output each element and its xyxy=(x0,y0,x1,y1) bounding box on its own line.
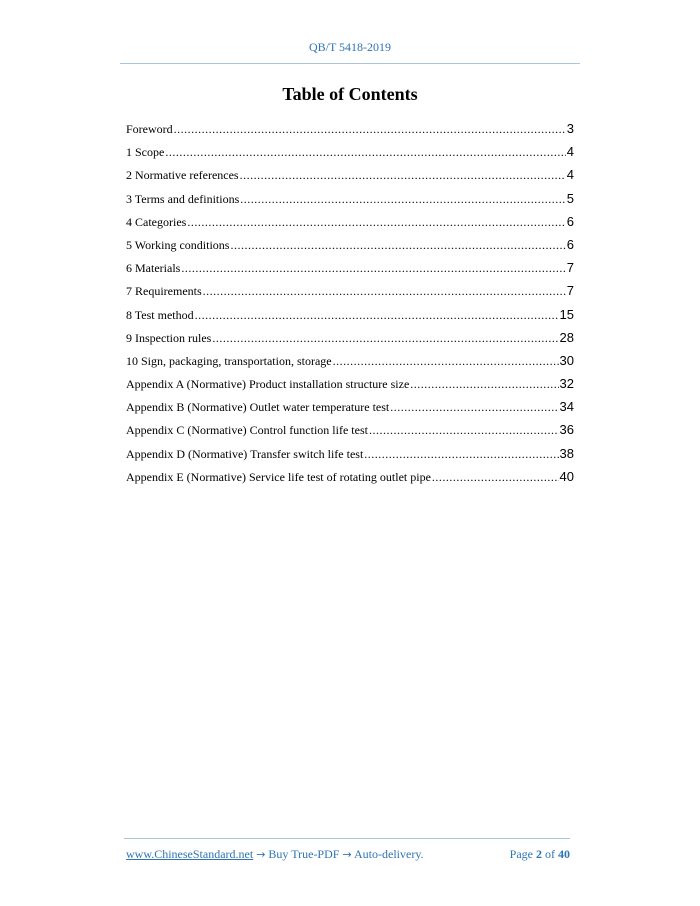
toc-dot-leader xyxy=(165,141,565,164)
toc-entry-page: 36 xyxy=(559,422,574,438)
toc-dot-leader xyxy=(364,443,558,466)
toc-entry-categories[interactable] xyxy=(126,210,574,233)
toc-dot-leader xyxy=(333,350,559,373)
toc-entry-page: 6 xyxy=(566,213,574,229)
toc-entry-appendix-b[interactable] xyxy=(126,395,574,418)
toc-entry-page: 5 xyxy=(566,190,574,206)
toc-entry-label: Appendix D (Normative) Transfer switch life test xyxy=(126,446,364,461)
toc-entry-appendix-c[interactable] xyxy=(126,418,574,441)
toc-entry-label: 9 Inspection rules xyxy=(126,330,212,345)
toc-entry-label: Appendix C (Normative) Control function life test xyxy=(126,423,368,438)
arrow-right-icon: → xyxy=(256,848,266,861)
total-pages: 40 xyxy=(558,847,570,861)
arrow-right-icon: → xyxy=(342,848,352,861)
toc-entry-label: 3 Terms and definitions xyxy=(126,191,240,206)
auto-delivery-text: Auto-delivery. xyxy=(351,847,424,861)
toc-entry-normative-references[interactable] xyxy=(126,163,574,186)
toc-entry-label: 7 Requirements xyxy=(126,284,202,299)
toc-entry-sign-packaging[interactable] xyxy=(126,349,574,372)
toc-entry-label: 1 Scope xyxy=(126,145,165,160)
toc-entry-working-conditions[interactable] xyxy=(126,233,574,256)
toc-entry-requirements[interactable] xyxy=(126,279,574,302)
toc-entry-label: 2 Normative references xyxy=(126,168,239,183)
page-prefix: Page xyxy=(509,847,536,861)
toc-dot-leader xyxy=(240,188,566,211)
toc-entry-foreword[interactable] xyxy=(126,117,574,140)
header-divider xyxy=(120,63,580,64)
current-page: 2 xyxy=(536,847,542,861)
toc-entry-test-method[interactable] xyxy=(126,303,574,326)
toc-entry-page: 28 xyxy=(559,329,574,345)
toc-entry-label: 8 Test method xyxy=(126,307,194,322)
toc-entry-page: 7 xyxy=(566,260,574,276)
toc-dot-leader xyxy=(390,396,558,419)
toc-entry-label: Appendix A (Normative) Product installation structure size xyxy=(126,377,410,392)
toc-entry-appendix-a[interactable] xyxy=(126,372,574,395)
toc-dot-leader xyxy=(195,304,559,327)
toc-dot-leader xyxy=(369,419,559,442)
toc-dot-leader xyxy=(410,373,558,396)
toc-entry-inspection-rules[interactable] xyxy=(126,326,574,349)
toc-entry-page: 30 xyxy=(559,352,574,368)
toc-entry-appendix-e[interactable] xyxy=(126,465,574,488)
toc-entry-page: 6 xyxy=(566,236,574,252)
toc-dot-leader xyxy=(212,327,558,350)
toc-dot-leader xyxy=(203,280,566,303)
toc-dot-leader xyxy=(432,466,559,489)
toc-dot-leader xyxy=(230,234,565,257)
toc-entry-appendix-d[interactable] xyxy=(126,442,574,465)
table-of-contents xyxy=(126,117,574,488)
toc-entry-label: Appendix E (Normative) Service life test of rotating outlet pipe xyxy=(126,469,431,484)
toc-entry-page: 15 xyxy=(559,306,574,322)
toc-entry-page: 32 xyxy=(559,376,574,392)
toc-dot-leader xyxy=(240,164,566,187)
toc-entry-page: 38 xyxy=(559,445,574,461)
toc-entry-label: Appendix B (Normative) Outlet water temperature test xyxy=(126,400,390,415)
website-link[interactable]: www.ChineseStandard.net xyxy=(126,847,254,861)
toc-entry-page: 4 xyxy=(566,144,574,160)
toc-dot-leader xyxy=(187,211,565,234)
toc-entry-label: 10 Sign, packaging, transportation, storage xyxy=(126,353,332,368)
page-header: QB/T 5418-2019 xyxy=(308,40,392,54)
toc-entry-scope[interactable] xyxy=(126,140,574,163)
toc-entry-terms-and-definitions[interactable] xyxy=(126,187,574,210)
toc-entry-label: 4 Categories xyxy=(126,214,187,229)
toc-entry-materials[interactable] xyxy=(126,256,574,279)
toc-entry-page: 34 xyxy=(559,399,574,415)
toc-entry-label: 5 Working conditions xyxy=(126,237,230,252)
toc-entry-page: 4 xyxy=(566,167,574,183)
toc-entry-label: 6 Materials xyxy=(126,261,181,276)
buy-true-pdf-text: Buy True-PDF xyxy=(265,847,343,861)
footer-divider xyxy=(124,838,570,839)
toc-dot-leader xyxy=(174,118,566,141)
toc-entry-page: 3 xyxy=(566,121,574,136)
toc-entry-page: 7 xyxy=(566,283,574,299)
toc-dot-leader xyxy=(181,257,565,280)
footer-promo xyxy=(126,847,424,862)
page-of: of xyxy=(542,847,558,861)
page-number xyxy=(510,847,570,862)
toc-entry-label: Foreword xyxy=(126,122,173,136)
page-title: Table of Contents xyxy=(282,84,418,104)
toc-entry-page: 40 xyxy=(559,468,574,484)
